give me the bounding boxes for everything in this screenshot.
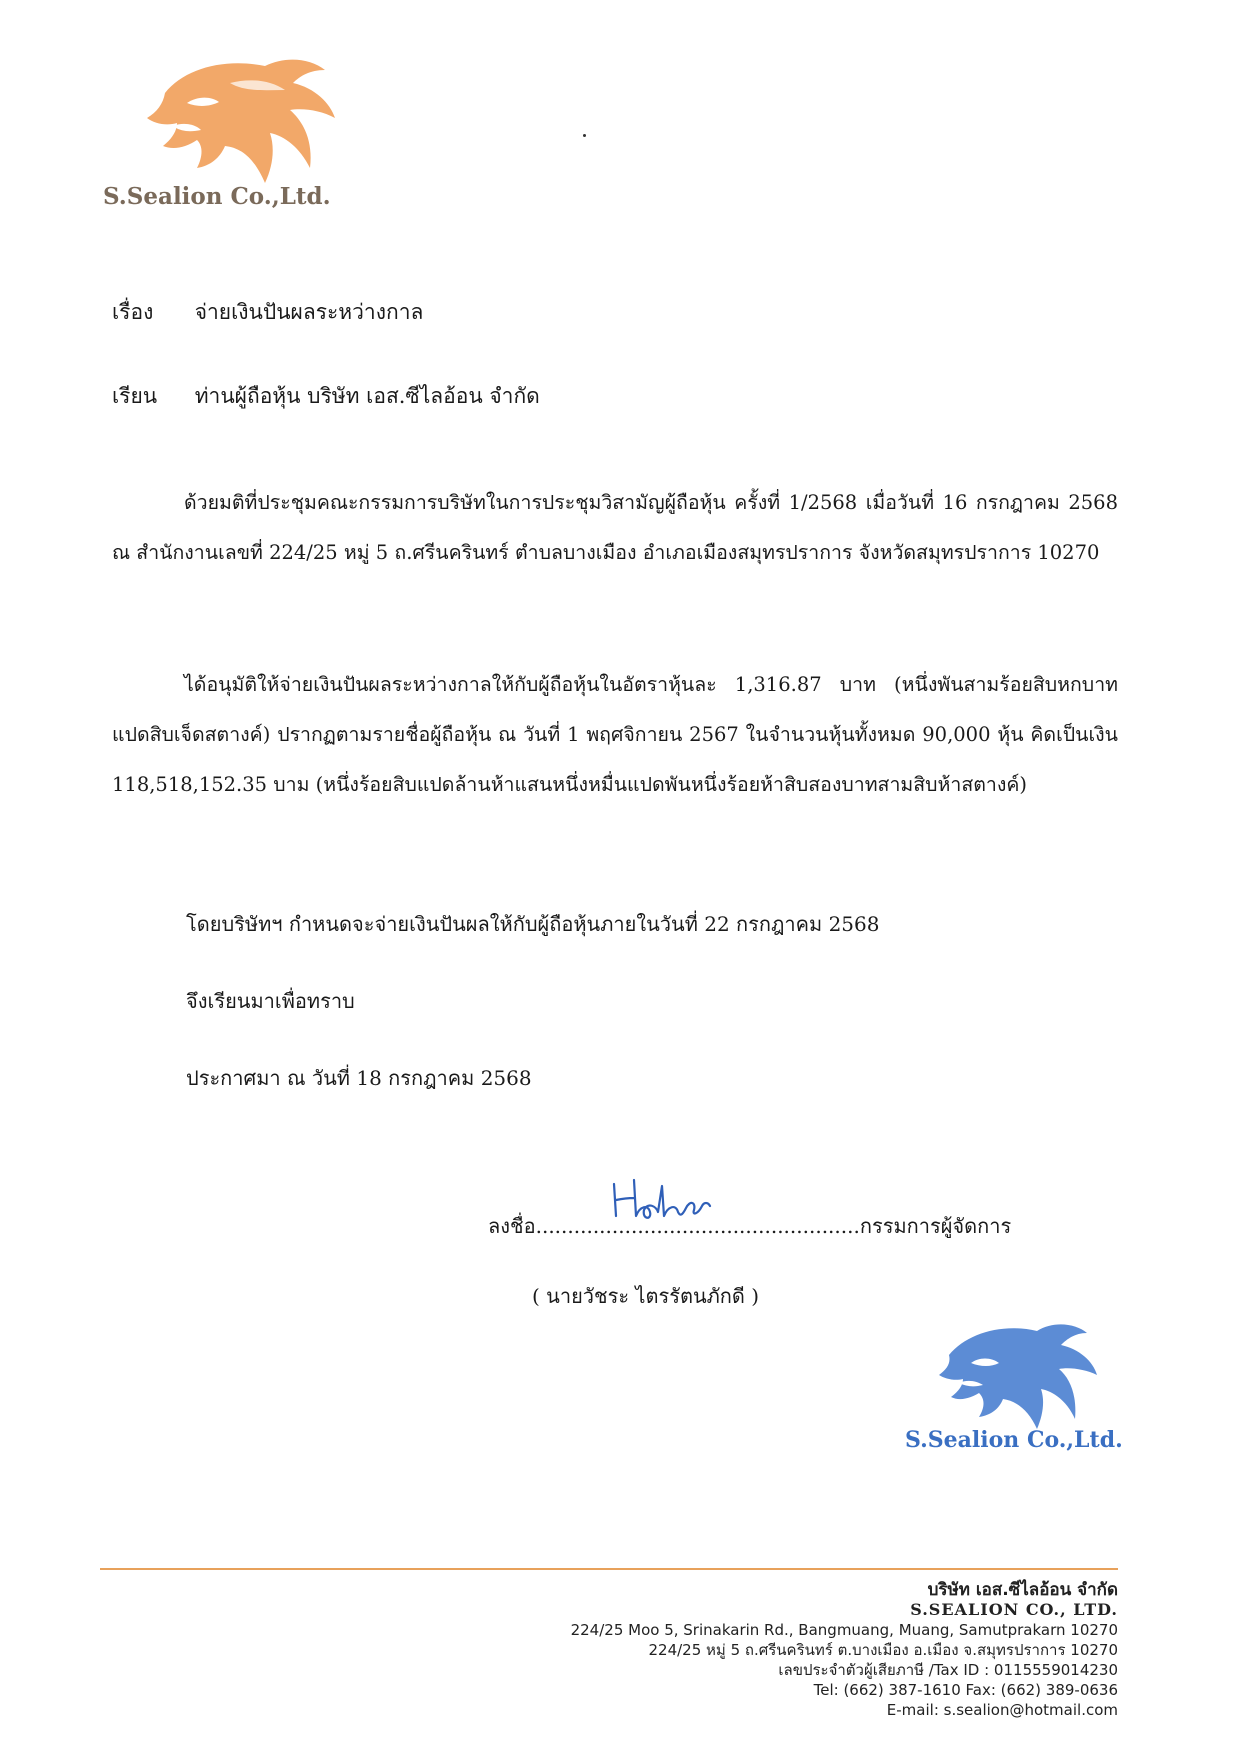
subject-label: เรื่อง <box>112 300 154 324</box>
footer-company-en: S.SEALION CO., LTD. <box>910 1600 1118 1619</box>
announcement-date: ประกาศมา ณ วันที่ 18 กรกฎาคม 2568 <box>186 1066 532 1090</box>
paragraph-2-text: ได้อนุมัติให้จ่ายเงินปันผลระหว่างกาลให้กับผู้ถือหุ้นในอัตราหุ้นละ 1,316.87 บาท (หนึ่งพันสามร้อยสิบหกบาทแปดสิบเจ็ดสตางค์) ปรากฏตามรายชื่อผู้ถือหุ้น ณ วันที่ 1 พฤศจิกายน 2567 ในจำนวนหุ้นทั้งหมด 90,000 หุ้น คิดเป็นเงิน 118,518,152.35 บาม (หนึ่งร้อยสิบแปดล้านห้าแสนหนึ่งหมื่นแปดพันหนึ่งร้อยห้าสิบสองบาทสามสิบห้าสตางค์) <box>112 673 1118 796</box>
footer <box>571 1580 1118 1720</box>
sign-dots: ................................................... <box>535 1214 860 1238</box>
paragraph-1-text: ด้วยมติที่ประชุมคณะกรรมการบริษัทในการประชุมวิสามัญผู้ถือหุ้น ครั้งที่ 1/2568 เมื่อวันที่ 16 กรกฎาคม 2568 ณ สำนักงานเลขที่ 224/25 หมู่ 5 ถ.ศรีนครินทร์ ตำบลบางเมือง อำเภอเมืองสมุทรปราการ จังหวัดสมุทรปราการ 10270 <box>112 491 1118 564</box>
recipient-text: ท่านผู้ถือหุ้น บริษัท เอส.ซีไลอ้อน จำกัด <box>194 384 540 408</box>
footer-address-en: 224/25 Moo 5, Srinakarin Rd., Bangmuang, Muang, Samutprakarn 10270 <box>570 1621 1118 1639</box>
signatory-name: ( นายวัชระ ไตรรัตนภักดี ) <box>532 1284 760 1308</box>
subject-row <box>112 296 423 329</box>
paragraph-2 <box>112 660 1118 810</box>
stamp-text: S.Sealion Co.,Ltd. <box>905 1427 1123 1453</box>
handwritten-signature <box>606 1176 716 1226</box>
lion-head-icon <box>125 48 355 198</box>
sign-prefix: ลงชื่อ <box>488 1214 536 1238</box>
footer-phone-fax: Tel: (662) 387-1610 Fax: (662) 389-0636 <box>813 1681 1118 1699</box>
recipient-row <box>112 380 540 413</box>
recipient-label: เรียน <box>112 384 158 408</box>
footer-tax-id: เลขประจำตัวผู้เสียภาษี /Tax ID : 0115559014230 <box>778 1661 1118 1679</box>
payment-date-text: โดยบริษัทฯ กำหนดจะจ่ายเงินปันผลให้กับผู้ถือหุ้นภายในวันที่ 22 กรกฎาคม 2568 <box>186 912 880 936</box>
signature-block <box>488 1210 1018 1308</box>
paragraph-1 <box>112 478 1118 578</box>
signature-line <box>488 1210 1018 1242</box>
sign-position: กรรมการผู้จัดการ <box>859 1214 1012 1238</box>
footer-company-th: บริษัท เอส.ซีไลอ้อน จำกัด <box>927 1580 1118 1600</box>
speck <box>583 134 586 137</box>
footer-address-th: 224/25 หมู่ 5 ถ.ศรีนครินทร์ ต.บางเมือง อ.เมือง จ.สมุทรปราการ 10270 <box>648 1641 1118 1659</box>
closing-text: จึงเรียนมาเพื่อทราบ <box>186 989 355 1013</box>
company-stamp <box>905 1315 1135 1465</box>
subject-text: จ่ายเงินปันผลระหว่างกาล <box>194 300 424 324</box>
footer-divider <box>100 1568 1118 1570</box>
footer-email: E-mail: s.sealion@hotmail.com <box>886 1701 1118 1719</box>
company-logo <box>103 48 355 223</box>
logo-text: S.Sealion Co.,Ltd. <box>103 183 331 210</box>
lion-head-stamp-icon <box>919 1315 1109 1435</box>
